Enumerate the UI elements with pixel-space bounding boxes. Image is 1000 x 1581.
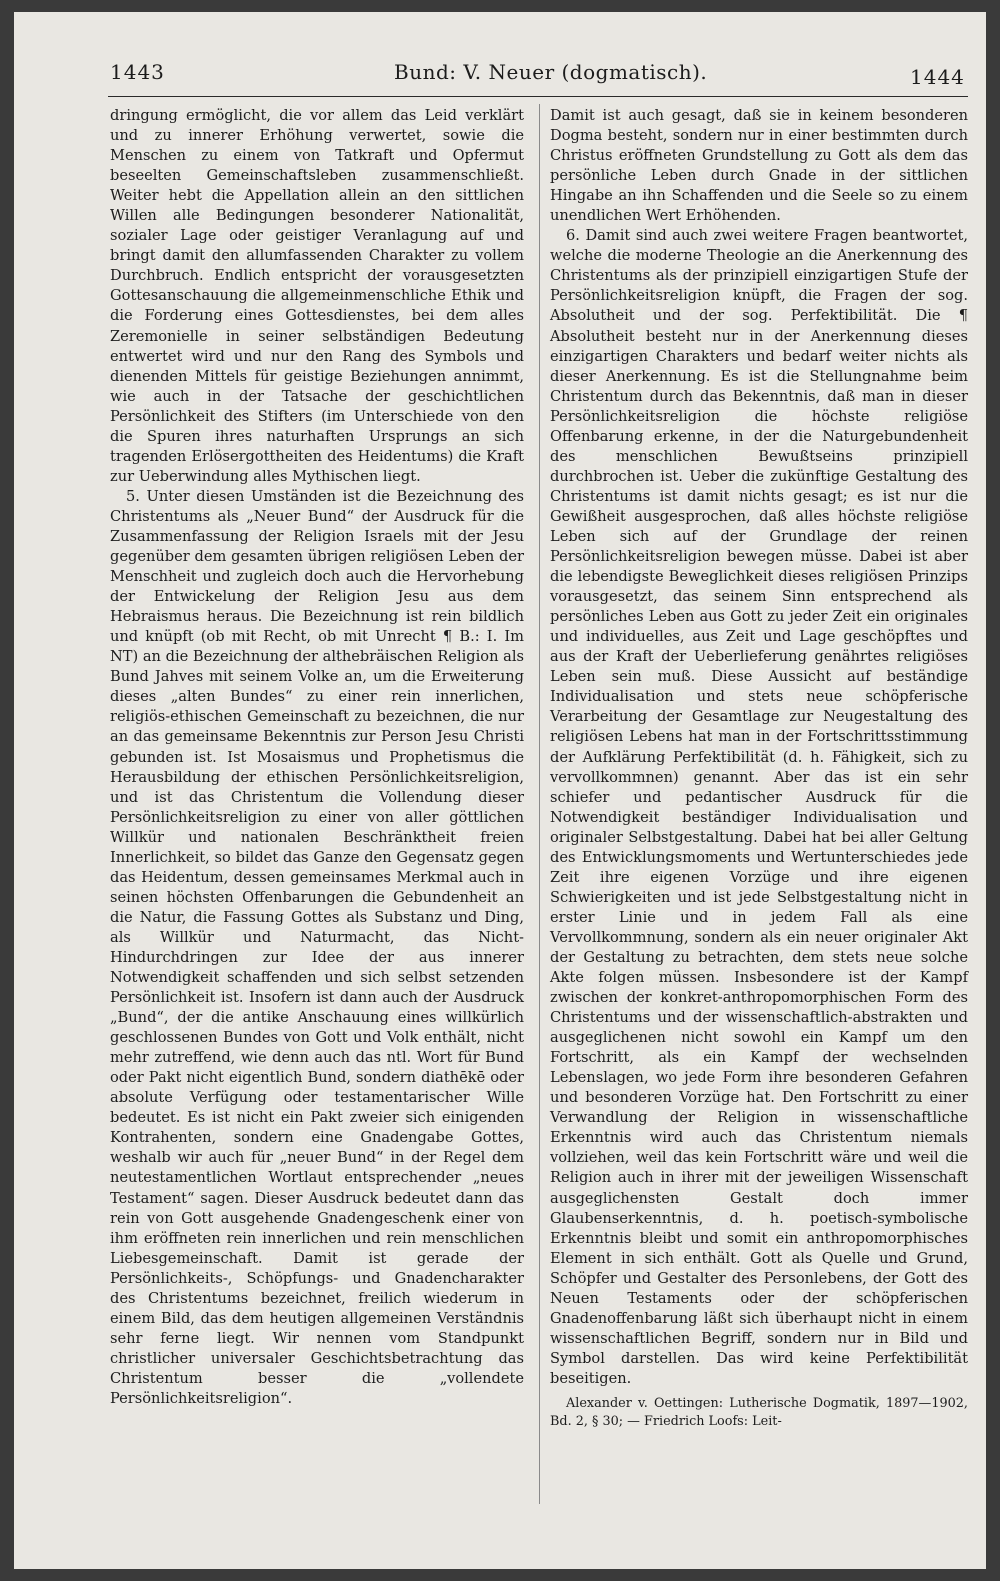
running-head: Bund: V. Neuer (dogmatisch). xyxy=(394,60,708,84)
paragraph: dringung ermöglicht, die vor allem das Leid verklärt und zu innerer Erhöhung verwertet, sowie die Menschen zu einem von Tatkraft und Opfermut beseelten Gemeinschaftsleben zusammenschließt. Weiter hebt die Appellation allein an den sittlichen Willen alle Bedingungen besonderer Nationalität, sozialer Lage oder geistiger Veranlagung auf und bringt damit den allumfassenden Charakter zu vollem Durchbruch. Endlich entspricht der vorausgesetzten Gottesanschauung die allgemeinmenschliche Ethik und die Forderung eines Gottesdienstes, bei dem alles Zeremonielle in seiner selbständigen Bedeutung entwertet wird und nur den Rang des Symbols und dienenden Mittels für geistige Beziehungen annimmt, wie auch in der Tatsache der geschichtlichen Persönlichkeit des Stifters (im Unterschiede von den die Spuren ihres naturhaften Ursprungs an sich tragenden Erlösergottheiten des Heidentums) die Kraft zur Ueberwindung alles Mythischen liegt. xyxy=(110,107,524,485)
paragraph: 6. Damit sind auch zwei weitere Fragen beantwortet, welche die moderne Theologie an die Anerkennung des Christentums als der prinzipiell einzigartigen Stufe der Persönlichkeitsreligion knüpft, die Fragen der sog. Absolutheit und der sog. Perfektibilität. Die ¶ Absolutheit besteht nur in der Anerkennung dieses einzigartigen Charakters und bedarf weiter nichts als dieser Anerkennung. Es ist die Stellungnahme beim Christentum durch das Bekenntnis, daß man in dieser Persönlichkeitsreligion die höchste religiöse Offenbarung erkenne, in der die Naturgebundenheit des menschlichen Bewußtseins prinzipiell durchbrochen ist. Ueber die zukünftige Gestaltung des Christentums ist damit nichts gesagt; es ist nur die Gewißheit ausgesprochen, daß alles höchste religiöse Leben sich auf der Grundlage der reinen Persönlichkeitsreligion bewegen müsse. Dabei ist aber die lebendigste Beweglichkeit dieses religiösen Prinzips vorausgesetzt, das seinem Sinn entsprechend als persönliches Leben aus Gott zu jeder Zeit ein originales und individuelles, aus Zeit und Lage geschöpftes und aus der Kraft der Ueberlieferung genährtes religiöses Leben sein muß. Diese Aussicht auf beständige Individualisation und stets neue schöpferische Verarbeitung der Gesamtlage zur Neugestaltung des religiösen Lebens hat man in der Fortschrittsstimmung der Aufklärung Perfektibilität (d. h. Fähigkeit, sich zu vervollkommnen) genannt. Aber das ist ein sehr schiefer und pedantischer Ausdruck für die Notwendigkeit beständiger Individualisation und originaler Selbstgestaltung. Dabei hat bei aller Geltung des Entwicklungsmoments und Wertunterschiedes jede Zeit ihre eigenen Vorzüge und ihre eigenen Schwierigkeiten und ist jede Selbstgestaltung nicht in erster Linie und in jedem Fall als eine Vervollkommnung, sondern als ein neuer originaler Akt der Gestaltung zu betrachten, dem stets neue solche Akte folgen müssen. Insbesondere ist der Kampf zwischen der konkret-anthropomorphischen Form des Christentums und der wissenschaftlich-abstrakten und ausgeglichenen nicht sowohl ein Kampf um den Fortschritt, als ein Kampf der wechselnden Lebenslagen, wo jede Form ihre besonderen Gefahren und besonderen Vorzüge hat. Den Fortschritt zu einer Verwandlung der Religion in wissenschaftliche Erkenntnis wird auch das Christentum niemals vollziehen, weil das kein Fortschritt wäre und weil die Religion auch in ihrer mit der jeweiligen Wissenschaft ausgeglichensten Gestalt doch immer Glaubenserkenntnis, d. h. poetisch-symbolische Erkenntnis bleibt und somit ein anthropomorphisches Element in sich enthält. Gott als Quelle und Grund, Schöpfer und Gestalter des Personlebens, der Gott des Neuen Testaments oder der schöpferischen Gnadenoffenbarung läßt sich überhaupt nicht in einem wissenschaftlichen Begriff, sondern nur in Bild und Symbol darstellen. Das wird keine Perfektibilität beseitigen. xyxy=(550,227,968,1387)
paragraph: Damit ist auch gesagt, daß sie in keinem besonderen Dogma besteht, sondern nur in einer bestimmten durch Christus eröffneten Grundstellung zu Gott als dem das persönliche Leben durch Gnade in der sittlichen Hingabe an ihn Schaffenden und die Seele so zu einem unendlichen Wert Erhöhenden. xyxy=(550,107,968,225)
page-number-right: 1444 xyxy=(910,65,965,89)
page-header xyxy=(14,12,986,92)
right-column xyxy=(550,106,968,1431)
column-divider xyxy=(539,104,540,1504)
bibliography: Alexander v. Oettingen: Lutherische Dogmatik, 1897—1902, Bd. 2, § 30; — Friedrich Loofs: Leit- xyxy=(550,1396,968,1429)
paragraph: 5. Unter diesen Umständen ist die Bezeichnung des Christentums als „Neuer Bund“ der Ausdruck für die Zusammenfassung der Religion Israels mit der Jesu gegenüber dem gesamten übrigen religiösen Leben der Menschheit und zugleich doch auch die Hervorhebung der Entwickelung der Religion Jesu aus dem Hebraismus heraus. Die Bezeichnung ist rein bildlich und knüpft (ob mit Recht, ob mit Unrecht ¶ B.: I. Im NT) an die Bezeichnung der althebräischen Religion als Bund Jahves mit seinem Volke an, um die Erweiterung dieses „alten Bundes“ zu einer rein innerlichen, religiös-ethischen Gemeinschaft zu bezeichnen, die nur an das gemeinsame Bekenntnis zur Person Jesu Christi gebunden ist. Ist Mosaismus und Prophetismus die Herausbildung der ethischen Persönlichkeitsreligion, und ist das Christentum die Vollendung dieser Persönlichkeitsreligion zu einer von aller göttlichen Willkür und nationalen Beschränktheit freien Innerlichkeit, so bildet das Ganze den Gegensatz gegen das Heidentum, dessen gemeinsames Merkmal auch in seinen höchsten Offenbarungen die Gebundenheit an die Natur, die Fassung Gottes als Substanz und Ding, als Willkür und Naturmacht, das Nicht-Hindurchdringen zur Idee der aus innerer Notwendigkeit schaffenden und sich selbst setzenden Persönlichkeit ist. Insofern ist dann auch der Ausdruck „Bund“, der die antike Anschauung eines willkürlich geschlossenen Bundes von Gott und Volk enthält, nicht mehr zutreffend, wie denn auch das ntl. Wort für Bund oder Pakt nicht eigentlich Bund, sondern diathēkē oder absolute Verfügung oder testamentarischer Wille bedeutet. Es ist nicht ein Pakt zweier sich einigenden Kontrahenten, sondern eine Gnadengabe Gottes, weshalb wir auch für „neuer Bund“ in der Regel dem neutestamentlichen Wortlaut entsprechender „neues Testament“ sagen. Dieser Ausdruck bedeutet dann das rein von Gott ausgehende Gnadengeschenk einer von ihm eröffneten rein innerlichen und rein menschlichen Liebesgemeinschaft. Damit ist gerade der Persönlichkeits-, Schöpfungs- und Gnadencharakter des Christentums bezeichnet, freilich wiederum in einem Bild, das dem heutigen allgemeinen Verständnis sehr ferne liegt. Wir nennen vom Standpunkt christlicher universaler Geschichtsbetrachtung das Christentum besser die „vollendete Persönlichkeitsreligion“. xyxy=(110,487,524,1407)
book-page xyxy=(14,12,986,1569)
page-number-left: 1443 xyxy=(110,60,165,84)
header-rule xyxy=(108,96,968,97)
left-column xyxy=(110,106,524,1409)
